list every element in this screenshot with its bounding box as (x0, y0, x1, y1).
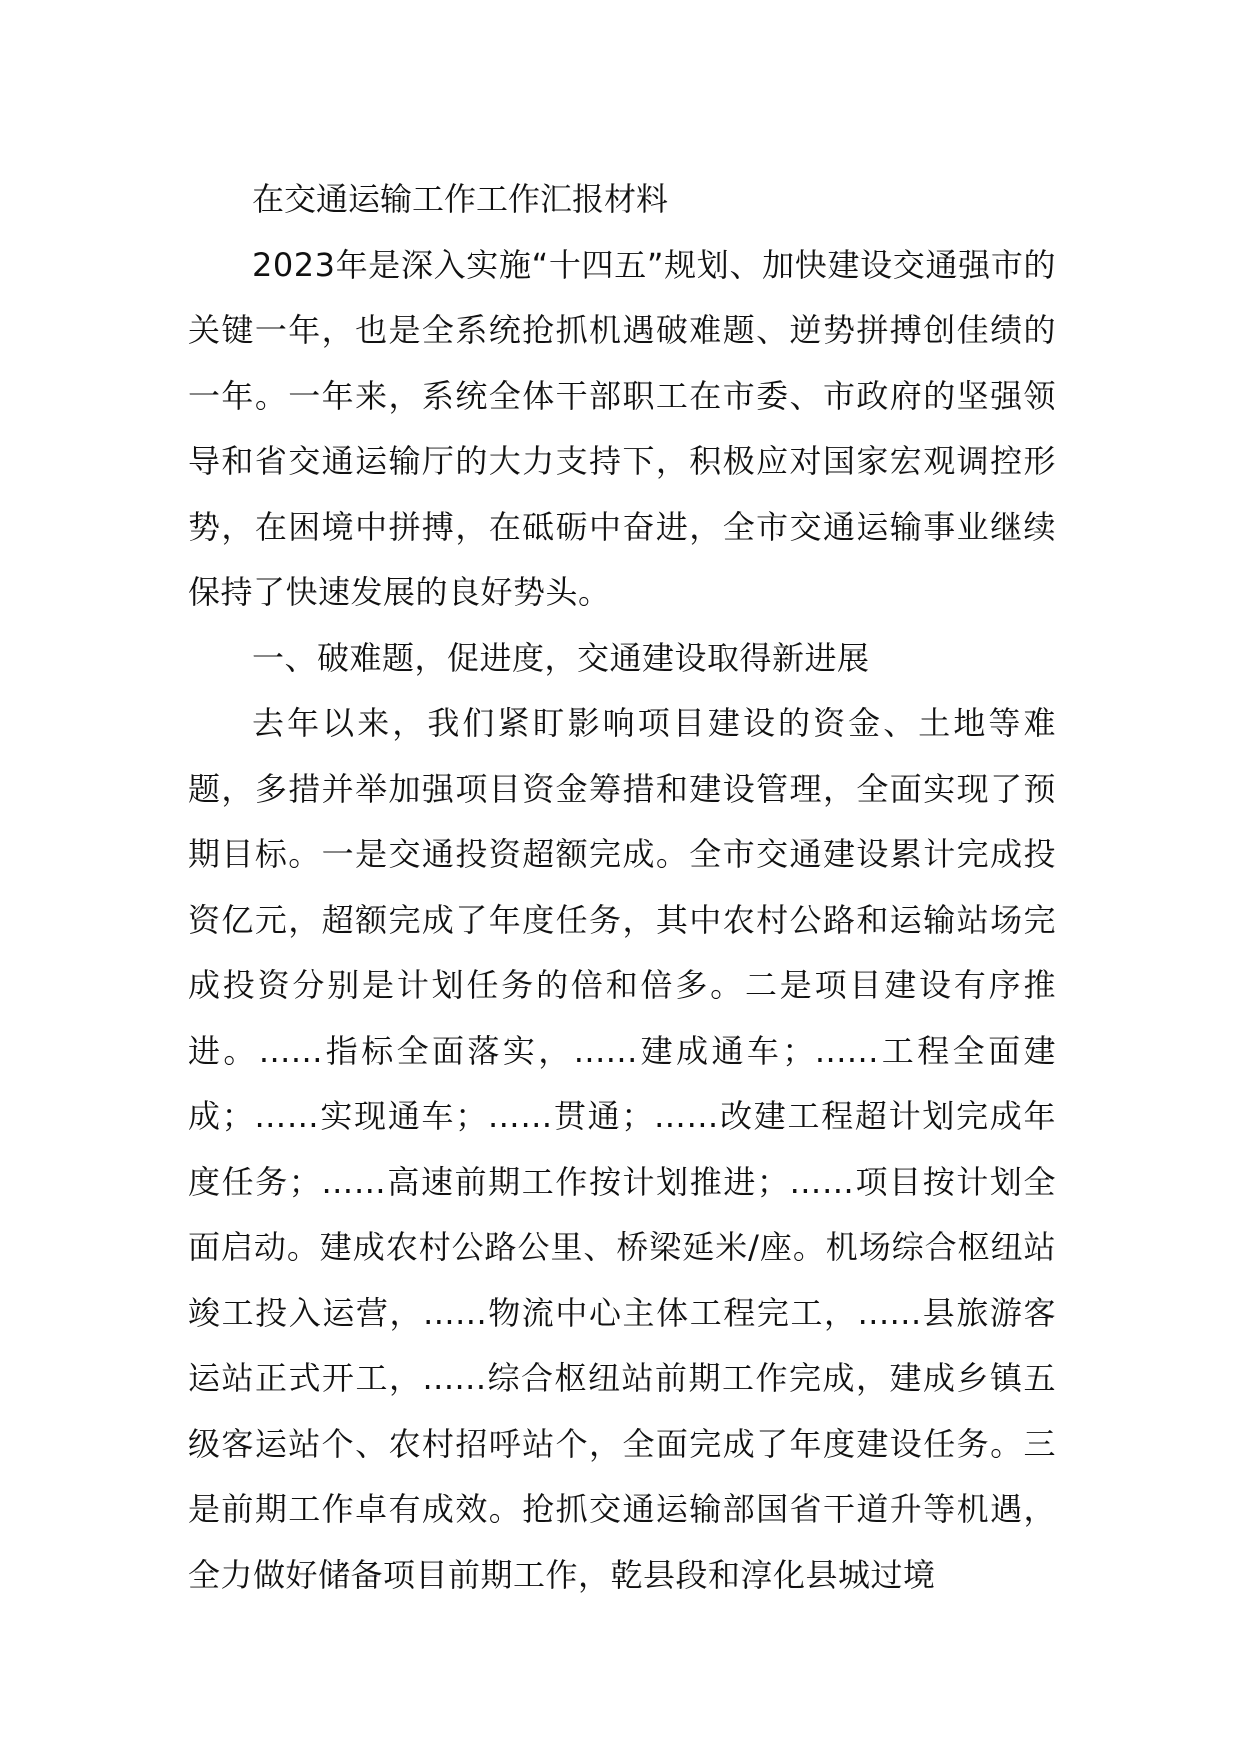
document-body (188, 167, 1056, 1608)
section-heading-1: 一、破难题，促进度，交通建设取得新进展 (252, 638, 870, 677)
document-title: 在交通运输工作工作汇报材料 (252, 180, 669, 218)
paragraph-intro: 2023年是深入实施“十四五”规划、加快建设交通强市的关键一年，也是全系统抢抓机遇破难题、逆势拼搏创佳绩的一年。一年来，系统全体干部职工在市委、市政府的坚强领导和省交通运输厅的大力支持下，积极应对国家宏观调控形势，在困境中拼搏，在砥砺中奋进，全市交通运输事业继续保持了快速发展的良好势头。 (188, 245, 1056, 611)
paragraph-section-1: 去年以来，我们紧盯影响项目建设的资金、土地等难题，多措并举加强项目资金筹措和建设管理，全面实现了预期目标。一是交通投资超额完成。全市交通建设累计完成投资亿元，超额完成了年度任务，其中农村公路和运输站场完成投资分别是计划任务的倍和倍多。二是项目建设有序推进。......指标全面落实，......建成通车；......工程全面建成；……实现通车；……贯通；……改建工程超计划完成年度任务；……高速前期工作按计划推进；……项目按计划全面启动。建成农村公路公里、桥梁延米/座。机场综合枢纽站竣工投入运营，......物流中心主体工程完工，......县旅游客运站正式开工，......综合枢纽站前期工作完成，建成乡镇五级客运站个、农村招呼站个，全面完成了年度建设任务。三是前期工作卓有成效。抢抓交通运输部国省干道升等机遇，全力做好储备项目前期工作，乾县段和淳化县城过境 (188, 704, 1056, 1594)
